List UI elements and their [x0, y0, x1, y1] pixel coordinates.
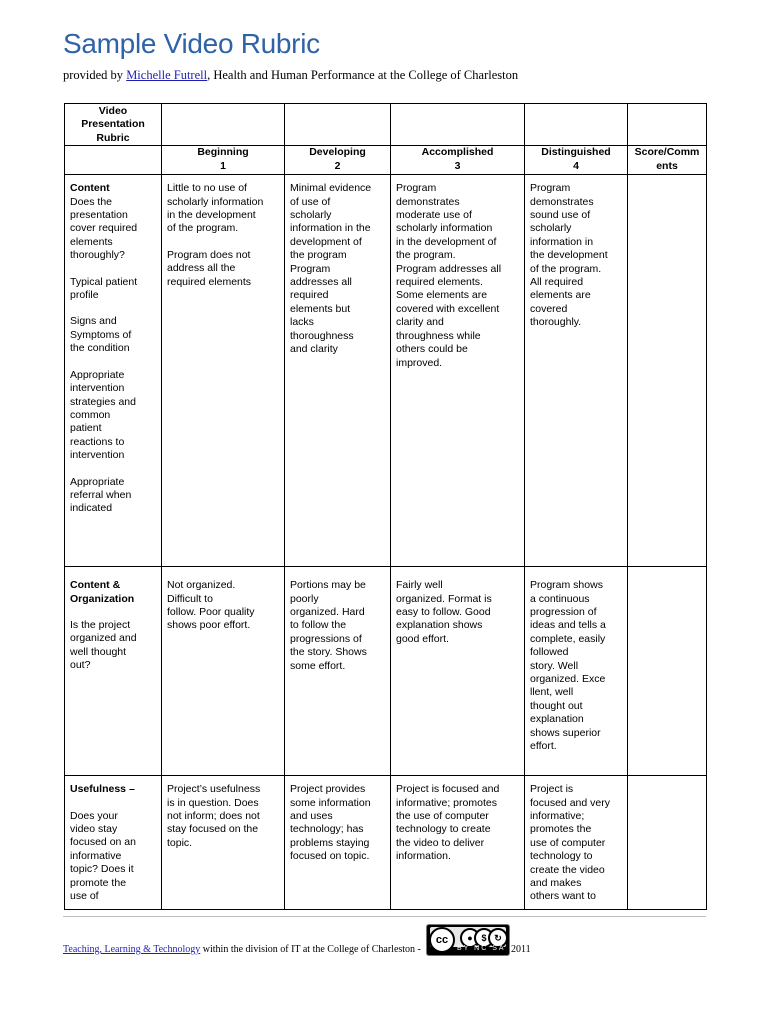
provided-by-line: [63, 68, 518, 83]
rubric-title: Video Presentation Rubric: [81, 105, 145, 144]
cell-text: Program does not address all the required elements: [167, 248, 252, 288]
criterion-cell: [65, 776, 162, 910]
license-labels: BY NC SA: [457, 945, 506, 952]
criterion-text: Signs and Symptoms of the condition: [70, 315, 132, 355]
empty-header-cell: [285, 104, 391, 146]
cell-text: Project’s usefulness is in question. Does not inform; does not stay focused on the topic.: [167, 783, 261, 849]
column-header-label: Score/Comm ents: [634, 146, 700, 172]
author-link[interactable]: Michelle Futrell: [126, 68, 208, 82]
empty-header-cell: [162, 104, 285, 146]
cell-text: Program demonstrates moderate use of scholarly information in the development of the program. Program addresses all required elements. Some elements are covered with excellent clarity and throughness while others could be improved.: [396, 182, 502, 369]
table-row: [65, 175, 707, 567]
provided-prefix: provided by: [63, 68, 127, 82]
cell-text: Not organized. Difficult to follow. Poor quality shows poor effort.: [167, 579, 255, 632]
page-title: Sample Video Rubric: [63, 28, 320, 59]
cell-text: Minimal evidence of use of scholarly information in the development of the program Program addresses all required elements but lacks thoroughness and clarity: [290, 182, 372, 356]
cell-text: Project provides some information and uses technology; has problems staying focused on topic.: [290, 783, 371, 863]
criterion-title: Content & Organization: [70, 579, 135, 605]
criterion-title: Usefulness –: [70, 783, 135, 796]
cell-text: Program demonstrates sound use of scholarly information in the development of the program. All required elements are covered thoroughly.: [530, 182, 608, 329]
rating-cell-accomplished: [391, 175, 525, 567]
rating-cell-beginning: [162, 567, 285, 776]
rating-cell-distinguished: [525, 567, 628, 776]
criterion-text: Does the presentation cover required elements thoroughly?: [70, 195, 138, 262]
column-header-label: Beginning 1: [197, 146, 249, 172]
copyright-year: 2011: [511, 944, 531, 955]
table-row: [65, 776, 707, 910]
column-header-label: Distinguished 4: [541, 146, 611, 172]
cell-text: Project is focused and informative; promotes the use of computer technology to create the video to deliver information.: [396, 783, 500, 863]
provided-suffix: , Health and Human Performance at the College of Charleston: [207, 68, 519, 82]
column-header-accomplished: [391, 146, 525, 175]
criterion-cell: [65, 175, 162, 567]
criterion-text: Does your video stay focused on an informative topic? Does it promote the use of: [70, 809, 136, 903]
empty-header-cell: [391, 104, 525, 146]
column-header-label: Accomplished 3: [421, 146, 494, 172]
column-header-distinguished: [525, 146, 628, 175]
rating-cell-developing: [285, 567, 391, 776]
column-header-score: [628, 146, 707, 175]
column-header-label: Developing 2: [309, 146, 366, 172]
rating-cell-accomplished: [391, 567, 525, 776]
rubric-table: [64, 103, 707, 910]
cell-text: Portions may be poorly organized. Hard to follow the progressions of the story. Shows some effort.: [290, 579, 367, 672]
criterion-text: Typical patient profile: [70, 275, 138, 302]
table-row: [65, 567, 707, 776]
cc-icon: cc: [429, 927, 455, 953]
footer-link[interactable]: Teaching, Learning & Technology: [63, 944, 201, 955]
sharealike-icon: ↻: [488, 928, 508, 948]
criterion-title: Content: [70, 182, 110, 195]
rating-cell-beginning: [162, 776, 285, 910]
empty-header-cell: [525, 104, 628, 146]
rubric-title-cell: [65, 104, 162, 146]
score-cell[interactable]: [628, 567, 707, 776]
cell-text: Project is focused and very informative; promotes the use of computer technology to create the video and makes others want to: [530, 783, 610, 903]
column-header-developing: [285, 146, 391, 175]
rating-cell-developing: [285, 175, 391, 567]
rating-cell-beginning: [162, 175, 285, 567]
score-cell[interactable]: [628, 175, 707, 567]
rating-cell-distinguished: [525, 776, 628, 910]
criterion-cell: [65, 567, 162, 776]
score-cell[interactable]: [628, 776, 707, 910]
footer-divider: [63, 916, 706, 917]
criterion-text: Is the project organized and well thought out?: [70, 619, 137, 672]
rating-cell-developing: [285, 776, 391, 910]
level-header-row: [65, 146, 707, 175]
cell-text: Little to no use of scholarly information in the development of the program.: [167, 182, 264, 235]
cell-text: Program shows a continuous progression of ideas and tells a complete, easily followed story. Well organized. Exce llent, well thought out explanation shows superior effort.: [530, 579, 606, 753]
attribution-icon: ●: [460, 928, 480, 948]
rating-cell-accomplished: [391, 776, 525, 910]
empty-header-cell: [628, 104, 707, 146]
noncommercial-icon: $: [474, 928, 494, 948]
creative-commons-badge[interactable]: [426, 924, 510, 956]
criterion-text: Appropriate intervention strategies and common patient reactions to intervention: [70, 368, 136, 462]
cell-text: Fairly well organized. Format is easy to follow. Good explanation shows good effort.: [396, 579, 492, 645]
column-header-beginning: [162, 146, 285, 175]
table-title-row: [65, 104, 707, 146]
footer-text: [63, 944, 421, 955]
footer-description: within the division of IT at the College of Charleston -: [200, 944, 421, 955]
empty-corner-cell: [65, 146, 162, 175]
criterion-text: Appropriate referral when indicated: [70, 475, 132, 515]
rating-cell-distinguished: [525, 175, 628, 567]
